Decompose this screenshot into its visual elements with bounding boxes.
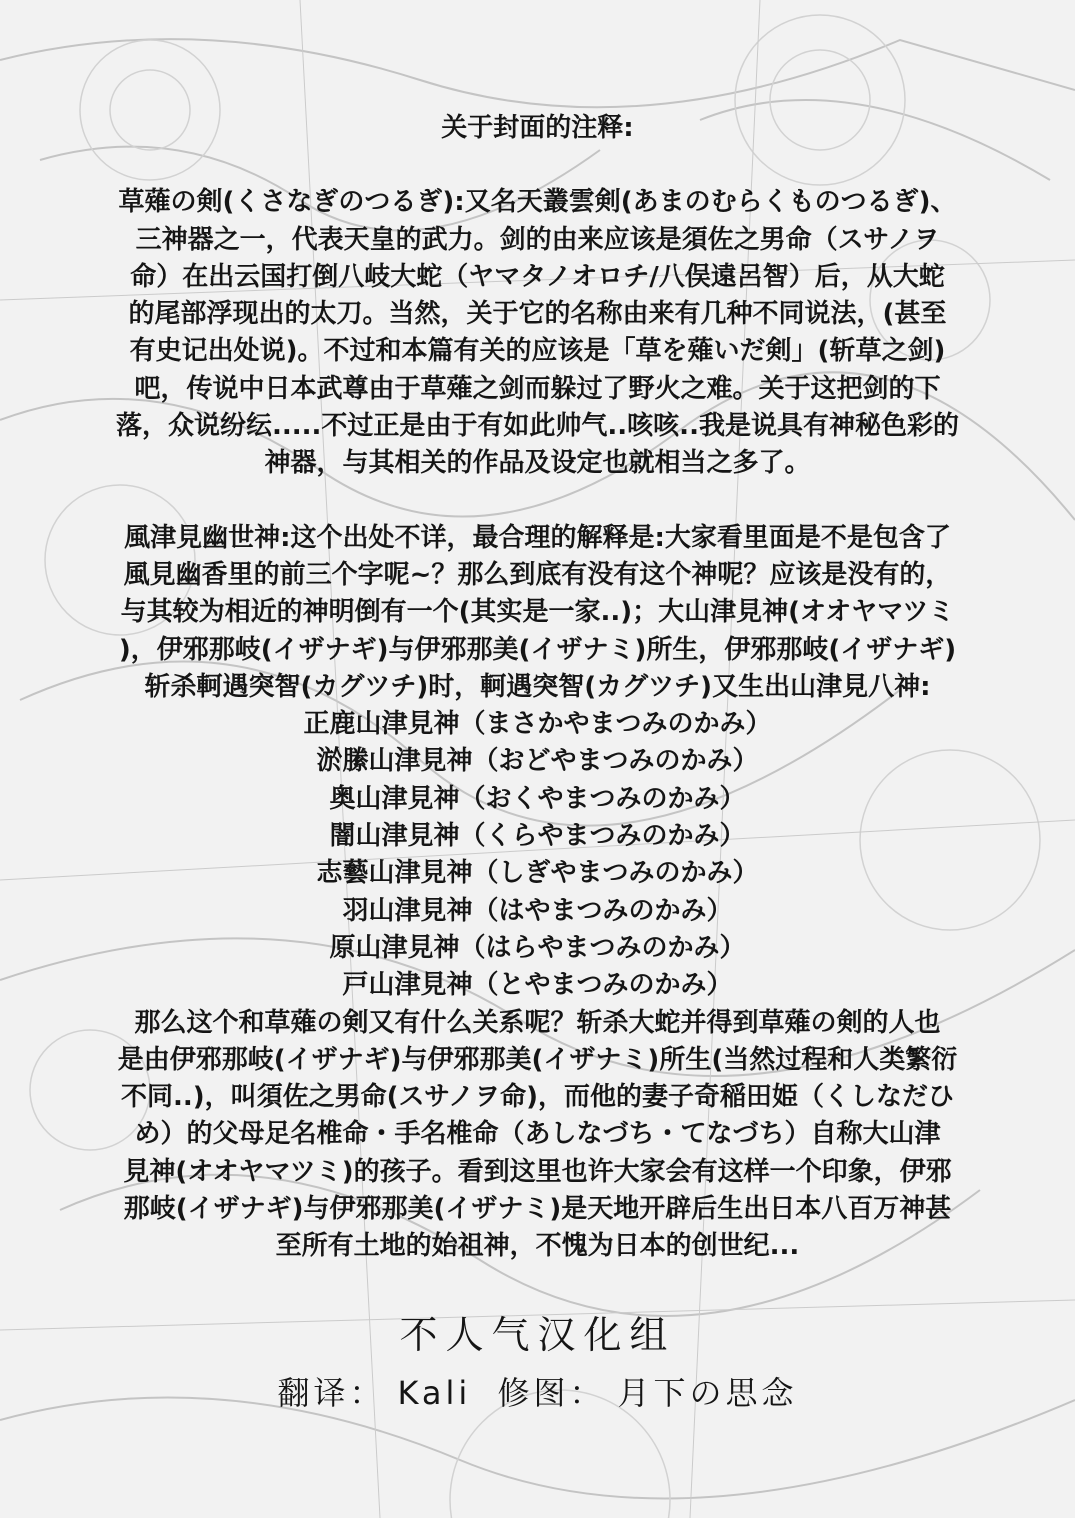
scanlation-credits — [0, 1308, 1075, 1418]
text-line: 不同..)，叫須佐之男命(スサノヲ命)，而他的妻子奇稲田姫（くしなだひ — [120, 1082, 955, 1113]
text-line: 吧，传说中日本武尊由于草薙之剑而躲过了野火之难。关于这把剑的下 — [134, 373, 941, 404]
god-list-item: 闇山津見神（くらやまつみのかみ） — [329, 821, 746, 852]
annotation-text-block — [52, 110, 1023, 1266]
text-line: 命）在出云国打倒八岐大蛇（ヤマタノオロチ/八俣遠呂智）后，从大蛇 — [130, 261, 945, 292]
text-line: 有史记出处说)。不过和本篇有关的应该是「草を薙いだ剣」(斩草之剑) — [129, 336, 946, 367]
text-line: 風見幽香里的前三个字呢~？那么到底有没有这个神呢？应该是没有的， — [123, 559, 952, 590]
translator-name: Kali — [397, 1374, 472, 1412]
god-list-item: 志藝山津見神（しぎやまつみのかみ） — [316, 858, 759, 889]
staff-line — [0, 1368, 1075, 1418]
text-line: 落，众说纷纭.....不过正是由于有如此帅气..咳咳..我是说具有神秘色彩的 — [116, 411, 959, 442]
text-line: 神器，与其相关的作品及设定也就相当之多了。 — [264, 448, 811, 479]
kazatsumi-god-paragraph — [52, 520, 1023, 1266]
god-list-item: 羽山津見神（はやまつみのかみ） — [342, 895, 733, 926]
text-line: 那岐(イザナギ)与伊邪那美(イザナミ)是天地开辟后生出日本八百万神甚 — [123, 1194, 952, 1225]
text-line: め）的父母足名椎命・手名椎命（あしなづち・てなづち）自称大山津 — [134, 1119, 941, 1150]
translate-label: 翻译： — [277, 1374, 386, 1412]
god-list-item: 原山津見神（はらやまつみのかみ） — [329, 932, 746, 963]
text-line: 見神(オオヤマツミ)的孩子。看到这里也许大家会有这样一个印象，伊邪 — [123, 1156, 952, 1187]
text-line: 草薙の剣(くさなぎのつるぎ):又名天叢雲剣(あまのむらくものつるぎ)、 — [118, 187, 957, 218]
god-list-item: 淤縢山津見神（おどやまつみのかみ） — [316, 746, 759, 777]
kusanagi-sword-paragraph — [52, 184, 1023, 482]
text-line: 至所有土地的始祖神，不愧为日本的创世纪... — [275, 1231, 800, 1262]
edit-label: 修图： — [497, 1374, 606, 1412]
god-list-item: 奥山津見神（おくやまつみのかみ） — [329, 783, 746, 814]
text-line: )，伊邪那岐(イザナギ)与伊邪那美(イザナミ)所生，伊邪那岐(イザナギ) — [118, 634, 957, 665]
paragraph-spacer — [52, 483, 1023, 520]
text-line: 是由伊邪那岐(イザナギ)与伊邪那美(イザナミ)所生(当然过程和人类繁衍 — [117, 1044, 958, 1075]
page-heading: 关于封面的注释: — [441, 113, 634, 143]
text-line: 那么这个和草薙の剣又有什么关系呢？斩杀大蛇并得到草薙の剣的人也 — [134, 1007, 941, 1038]
god-list-item: 正鹿山津見神（まさかやまつみのかみ） — [303, 709, 772, 740]
text-line: 斩杀軻遇突智(カグツチ)时，軻遇突智(カグツチ)又生出山津見八神: — [144, 671, 931, 702]
editor-name: 月下の思念 — [617, 1374, 798, 1412]
group-name: 不人气汉化组 — [399, 1313, 676, 1357]
god-list-item: 戸山津見神（とやまつみのかみ） — [342, 970, 733, 1001]
text-line: 的尾部浮现出的太刀。当然，关于它的名称由来有几种不同说法，(甚至 — [128, 299, 947, 330]
text-line: 三神器之一，代表天皇的武力。剑的由来应该是須佐之男命（スサノヲ — [135, 224, 940, 255]
text-line: 風津見幽世神:这个出处不详，最合理的解释是:大家看里面是不是包含了 — [124, 522, 951, 553]
text-line: 与其较为相近的神明倒有一个(其实是一家..)；大山津見神(オオヤマツミ — [120, 597, 955, 628]
